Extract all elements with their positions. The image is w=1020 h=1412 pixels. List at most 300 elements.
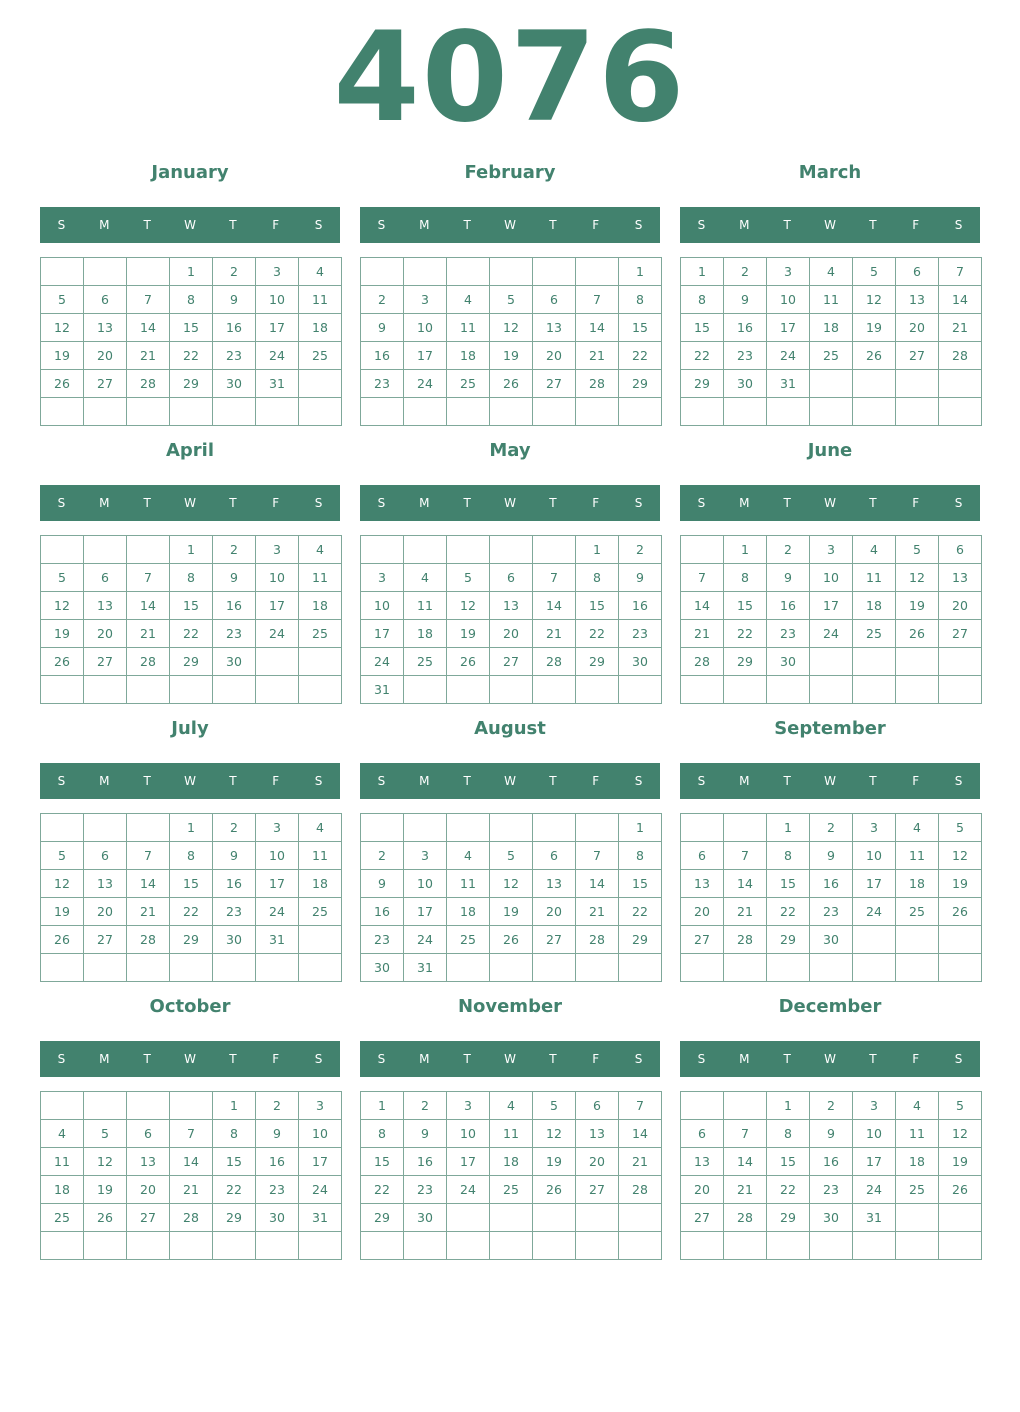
day-cell: 9 bbox=[767, 564, 810, 592]
day-cell: 3 bbox=[256, 814, 299, 842]
day-cell: 9 bbox=[213, 286, 256, 314]
day-cell: 1 bbox=[619, 258, 662, 286]
day-cell: 19 bbox=[490, 898, 533, 926]
day-cell bbox=[896, 370, 939, 398]
day-cell: 7 bbox=[127, 564, 170, 592]
week-row bbox=[361, 870, 662, 898]
weekday-label: S bbox=[57, 218, 66, 232]
day-cell: 22 bbox=[170, 898, 213, 926]
year-title: 4076 bbox=[333, 6, 687, 150]
week-row bbox=[681, 398, 982, 426]
day-cell: 14 bbox=[939, 286, 982, 314]
day-cell: 23 bbox=[213, 620, 256, 648]
day-cell: 1 bbox=[724, 536, 767, 564]
day-cell bbox=[447, 536, 490, 564]
day-cell: 9 bbox=[256, 1120, 299, 1148]
day-cell: 23 bbox=[810, 898, 853, 926]
day-cell: 16 bbox=[213, 314, 256, 342]
day-cell: 24 bbox=[853, 1176, 896, 1204]
day-cell: 16 bbox=[810, 870, 853, 898]
day-cell: 28 bbox=[576, 370, 619, 398]
weekday-label: T bbox=[783, 496, 791, 510]
day-cell: 24 bbox=[404, 926, 447, 954]
day-cell: 18 bbox=[299, 314, 342, 342]
day-cell: 28 bbox=[576, 926, 619, 954]
weekday-label: W bbox=[184, 496, 196, 510]
day-cell: 24 bbox=[299, 1176, 342, 1204]
month-april bbox=[40, 438, 340, 708]
week-row bbox=[361, 676, 662, 704]
day-cell bbox=[447, 1204, 490, 1232]
day-cell: 22 bbox=[576, 620, 619, 648]
weekday-label: S bbox=[377, 1052, 386, 1066]
day-cell: 26 bbox=[853, 342, 896, 370]
day-cell: 9 bbox=[361, 870, 404, 898]
day-cell: 20 bbox=[84, 620, 127, 648]
day-cell: 1 bbox=[213, 1092, 256, 1120]
day-cell: 12 bbox=[490, 314, 533, 342]
day-cell: 29 bbox=[170, 648, 213, 676]
day-grid bbox=[360, 813, 662, 982]
day-cell: 15 bbox=[170, 870, 213, 898]
weekday-label: T bbox=[783, 774, 791, 788]
week-row bbox=[361, 342, 662, 370]
weekday-label: S bbox=[377, 496, 386, 510]
day-cell: 12 bbox=[939, 842, 982, 870]
day-cell: 27 bbox=[490, 648, 533, 676]
day-cell: 23 bbox=[213, 342, 256, 370]
day-cell: 5 bbox=[41, 564, 84, 592]
weekday-label: S bbox=[634, 496, 643, 510]
day-cell: 3 bbox=[767, 258, 810, 286]
week-row bbox=[361, 398, 662, 426]
day-cell: 29 bbox=[619, 926, 662, 954]
day-cell: 29 bbox=[213, 1204, 256, 1232]
day-cell: 6 bbox=[681, 842, 724, 870]
day-cell: 18 bbox=[896, 1148, 939, 1176]
day-cell: 28 bbox=[681, 648, 724, 676]
weekday-label: F bbox=[272, 774, 280, 788]
week-row bbox=[681, 898, 982, 926]
weekday-label: M bbox=[99, 1052, 110, 1066]
day-cell: 6 bbox=[533, 286, 576, 314]
weekday-label: S bbox=[57, 774, 66, 788]
weekday-label: T bbox=[463, 774, 471, 788]
day-cell: 9 bbox=[810, 842, 853, 870]
week-row bbox=[681, 314, 982, 342]
day-cell: 19 bbox=[41, 898, 84, 926]
day-cell: 15 bbox=[767, 1148, 810, 1176]
day-cell: 11 bbox=[299, 564, 342, 592]
day-cell: 20 bbox=[533, 342, 576, 370]
day-cell: 14 bbox=[127, 870, 170, 898]
day-cell: 7 bbox=[127, 842, 170, 870]
day-cell: 21 bbox=[724, 1176, 767, 1204]
day-cell: 26 bbox=[490, 370, 533, 398]
weekday-header bbox=[680, 1041, 980, 1077]
day-cell: 25 bbox=[447, 926, 490, 954]
day-cell bbox=[213, 676, 256, 704]
month-october bbox=[40, 994, 340, 1264]
day-cell bbox=[299, 1232, 342, 1260]
day-cell: 5 bbox=[939, 1092, 982, 1120]
month-august bbox=[360, 716, 660, 986]
day-cell: 16 bbox=[213, 870, 256, 898]
weekday-label: T bbox=[143, 774, 151, 788]
day-cell bbox=[299, 398, 342, 426]
day-cell bbox=[447, 258, 490, 286]
day-cell: 20 bbox=[490, 620, 533, 648]
day-cell bbox=[84, 814, 127, 842]
day-cell: 14 bbox=[127, 314, 170, 342]
day-cell bbox=[619, 398, 662, 426]
week-row bbox=[41, 620, 342, 648]
day-cell: 4 bbox=[490, 1092, 533, 1120]
day-cell: 26 bbox=[896, 620, 939, 648]
weekday-header bbox=[680, 207, 980, 243]
day-cell: 25 bbox=[896, 1176, 939, 1204]
week-row bbox=[361, 1120, 662, 1148]
day-cell bbox=[810, 1232, 853, 1260]
month-title: September bbox=[774, 718, 886, 739]
month-title: June bbox=[807, 440, 853, 461]
day-cell: 25 bbox=[447, 370, 490, 398]
weekday-label: W bbox=[504, 496, 516, 510]
day-cell: 11 bbox=[447, 870, 490, 898]
weekday-header bbox=[360, 1041, 660, 1077]
day-cell bbox=[810, 676, 853, 704]
day-cell: 16 bbox=[810, 1148, 853, 1176]
day-cell: 22 bbox=[767, 898, 810, 926]
day-cell: 3 bbox=[810, 536, 853, 564]
day-cell bbox=[724, 814, 767, 842]
day-cell: 17 bbox=[810, 592, 853, 620]
weekday-label: T bbox=[869, 1052, 877, 1066]
day-cell bbox=[533, 814, 576, 842]
day-cell: 2 bbox=[619, 536, 662, 564]
day-cell: 11 bbox=[447, 314, 490, 342]
week-row bbox=[41, 258, 342, 286]
weekday-label: T bbox=[229, 774, 237, 788]
day-cell bbox=[127, 814, 170, 842]
day-cell: 12 bbox=[41, 314, 84, 342]
day-cell bbox=[170, 1232, 213, 1260]
week-row bbox=[361, 592, 662, 620]
day-cell: 22 bbox=[724, 620, 767, 648]
day-cell bbox=[447, 676, 490, 704]
day-cell bbox=[490, 398, 533, 426]
day-cell: 8 bbox=[724, 564, 767, 592]
day-cell bbox=[619, 954, 662, 982]
weekday-label: T bbox=[229, 218, 237, 232]
day-cell: 27 bbox=[939, 620, 982, 648]
day-cell: 9 bbox=[213, 564, 256, 592]
day-cell: 24 bbox=[256, 342, 299, 370]
day-cell bbox=[853, 648, 896, 676]
day-cell bbox=[896, 1204, 939, 1232]
week-row bbox=[681, 870, 982, 898]
day-cell: 9 bbox=[213, 842, 256, 870]
day-cell bbox=[939, 1232, 982, 1260]
day-cell: 14 bbox=[576, 870, 619, 898]
day-cell: 6 bbox=[896, 258, 939, 286]
day-cell: 13 bbox=[896, 286, 939, 314]
day-cell: 16 bbox=[404, 1148, 447, 1176]
day-cell bbox=[853, 926, 896, 954]
day-cell: 10 bbox=[256, 564, 299, 592]
day-cell: 3 bbox=[853, 1092, 896, 1120]
day-cell: 16 bbox=[724, 314, 767, 342]
day-cell: 7 bbox=[576, 286, 619, 314]
day-cell: 13 bbox=[939, 564, 982, 592]
day-cell bbox=[404, 398, 447, 426]
week-row bbox=[361, 954, 662, 982]
day-cell: 20 bbox=[681, 898, 724, 926]
day-cell bbox=[810, 398, 853, 426]
day-cell: 9 bbox=[404, 1120, 447, 1148]
week-row bbox=[681, 1148, 982, 1176]
day-cell: 21 bbox=[576, 342, 619, 370]
day-cell bbox=[41, 258, 84, 286]
day-cell: 4 bbox=[447, 842, 490, 870]
day-cell: 30 bbox=[810, 1204, 853, 1232]
day-cell: 10 bbox=[853, 1120, 896, 1148]
day-cell: 10 bbox=[447, 1120, 490, 1148]
day-cell: 17 bbox=[404, 898, 447, 926]
month-title: July bbox=[171, 718, 209, 739]
day-cell bbox=[127, 536, 170, 564]
day-cell: 3 bbox=[256, 258, 299, 286]
week-row bbox=[361, 1232, 662, 1260]
week-row bbox=[41, 564, 342, 592]
day-cell: 11 bbox=[41, 1148, 84, 1176]
day-cell: 17 bbox=[767, 314, 810, 342]
week-row bbox=[41, 342, 342, 370]
day-cell bbox=[681, 398, 724, 426]
day-cell: 7 bbox=[724, 842, 767, 870]
weekday-label: S bbox=[954, 496, 963, 510]
day-cell: 9 bbox=[810, 1120, 853, 1148]
weekday-label: T bbox=[143, 1052, 151, 1066]
week-row bbox=[681, 1176, 982, 1204]
day-cell: 7 bbox=[619, 1092, 662, 1120]
day-cell bbox=[853, 1232, 896, 1260]
day-cell: 26 bbox=[939, 1176, 982, 1204]
weekday-label: S bbox=[697, 218, 706, 232]
weekday-label: F bbox=[272, 496, 280, 510]
day-cell bbox=[256, 648, 299, 676]
day-cell bbox=[724, 676, 767, 704]
week-row bbox=[681, 1232, 982, 1260]
day-cell: 17 bbox=[361, 620, 404, 648]
day-cell: 10 bbox=[256, 842, 299, 870]
week-row bbox=[681, 1092, 982, 1120]
day-cell: 23 bbox=[256, 1176, 299, 1204]
day-cell: 25 bbox=[810, 342, 853, 370]
day-cell: 31 bbox=[361, 676, 404, 704]
day-cell: 4 bbox=[404, 564, 447, 592]
day-cell: 1 bbox=[170, 258, 213, 286]
day-cell: 21 bbox=[724, 898, 767, 926]
weekday-label: T bbox=[549, 774, 557, 788]
day-cell: 2 bbox=[361, 842, 404, 870]
day-cell: 10 bbox=[853, 842, 896, 870]
day-cell: 5 bbox=[447, 564, 490, 592]
week-row bbox=[41, 286, 342, 314]
day-cell: 1 bbox=[576, 536, 619, 564]
day-cell: 12 bbox=[896, 564, 939, 592]
day-cell: 16 bbox=[213, 592, 256, 620]
month-november bbox=[360, 994, 660, 1264]
day-cell bbox=[533, 1204, 576, 1232]
day-cell: 18 bbox=[490, 1148, 533, 1176]
day-cell: 28 bbox=[127, 926, 170, 954]
day-cell: 4 bbox=[299, 536, 342, 564]
day-cell: 25 bbox=[853, 620, 896, 648]
day-cell: 12 bbox=[853, 286, 896, 314]
weekday-label: S bbox=[314, 218, 323, 232]
day-cell bbox=[810, 370, 853, 398]
month-february bbox=[360, 160, 660, 430]
day-cell: 20 bbox=[681, 1176, 724, 1204]
day-cell: 8 bbox=[213, 1120, 256, 1148]
day-cell: 6 bbox=[84, 842, 127, 870]
day-cell: 18 bbox=[404, 620, 447, 648]
day-cell: 7 bbox=[576, 842, 619, 870]
day-cell: 24 bbox=[256, 898, 299, 926]
day-cell: 7 bbox=[170, 1120, 213, 1148]
day-cell: 8 bbox=[681, 286, 724, 314]
weekday-label: W bbox=[824, 774, 836, 788]
weekday-label: W bbox=[824, 1052, 836, 1066]
day-cell: 24 bbox=[447, 1176, 490, 1204]
day-cell: 5 bbox=[533, 1092, 576, 1120]
day-cell bbox=[724, 1232, 767, 1260]
week-row bbox=[41, 676, 342, 704]
day-cell: 13 bbox=[681, 1148, 724, 1176]
month-march bbox=[680, 160, 980, 430]
day-cell: 17 bbox=[256, 870, 299, 898]
weekday-header bbox=[360, 763, 660, 799]
day-cell: 21 bbox=[127, 620, 170, 648]
day-cell: 13 bbox=[533, 870, 576, 898]
day-cell: 22 bbox=[681, 342, 724, 370]
day-cell: 17 bbox=[404, 342, 447, 370]
day-cell: 4 bbox=[299, 814, 342, 842]
day-cell: 16 bbox=[256, 1148, 299, 1176]
day-cell: 29 bbox=[170, 926, 213, 954]
day-cell: 15 bbox=[213, 1148, 256, 1176]
week-row bbox=[41, 398, 342, 426]
day-cell bbox=[127, 954, 170, 982]
month-july bbox=[40, 716, 340, 986]
weekday-header bbox=[360, 207, 660, 243]
day-cell: 29 bbox=[767, 1204, 810, 1232]
day-cell: 4 bbox=[447, 286, 490, 314]
week-row bbox=[681, 676, 982, 704]
weekday-label: S bbox=[954, 1052, 963, 1066]
day-cell: 19 bbox=[939, 870, 982, 898]
day-cell: 10 bbox=[256, 286, 299, 314]
week-row bbox=[361, 1176, 662, 1204]
weekday-label: M bbox=[739, 774, 750, 788]
day-cell: 22 bbox=[767, 1176, 810, 1204]
day-cell bbox=[404, 1232, 447, 1260]
week-row bbox=[361, 286, 662, 314]
day-cell: 29 bbox=[724, 648, 767, 676]
day-cell: 9 bbox=[619, 564, 662, 592]
day-cell: 21 bbox=[127, 898, 170, 926]
day-cell: 7 bbox=[939, 258, 982, 286]
day-cell bbox=[256, 1232, 299, 1260]
day-cell bbox=[767, 676, 810, 704]
day-cell: 10 bbox=[404, 314, 447, 342]
weekday-label: T bbox=[549, 496, 557, 510]
day-cell bbox=[681, 1092, 724, 1120]
day-cell: 6 bbox=[576, 1092, 619, 1120]
weekday-header bbox=[360, 485, 660, 521]
day-grid bbox=[680, 535, 982, 704]
month-title: December bbox=[778, 996, 882, 1017]
day-cell bbox=[447, 1232, 490, 1260]
day-cell: 27 bbox=[84, 926, 127, 954]
day-cell: 8 bbox=[619, 842, 662, 870]
day-cell: 24 bbox=[256, 620, 299, 648]
day-cell: 8 bbox=[619, 286, 662, 314]
day-cell: 20 bbox=[896, 314, 939, 342]
day-cell: 25 bbox=[896, 898, 939, 926]
day-cell: 18 bbox=[447, 898, 490, 926]
day-cell bbox=[767, 954, 810, 982]
day-cell: 18 bbox=[41, 1176, 84, 1204]
day-cell bbox=[84, 258, 127, 286]
day-cell: 15 bbox=[170, 592, 213, 620]
day-cell: 18 bbox=[896, 870, 939, 898]
day-cell: 28 bbox=[127, 648, 170, 676]
day-cell bbox=[939, 398, 982, 426]
day-cell bbox=[896, 926, 939, 954]
day-cell: 12 bbox=[41, 592, 84, 620]
day-cell: 29 bbox=[681, 370, 724, 398]
weekday-label: T bbox=[549, 1052, 557, 1066]
day-cell bbox=[299, 370, 342, 398]
weekday-label: T bbox=[783, 1052, 791, 1066]
day-cell: 29 bbox=[170, 370, 213, 398]
weekday-label: S bbox=[314, 496, 323, 510]
day-cell: 19 bbox=[853, 314, 896, 342]
week-row bbox=[361, 1092, 662, 1120]
day-cell: 30 bbox=[767, 648, 810, 676]
day-cell: 7 bbox=[533, 564, 576, 592]
week-row bbox=[41, 954, 342, 982]
day-cell bbox=[299, 926, 342, 954]
week-row bbox=[41, 592, 342, 620]
weekday-header bbox=[40, 207, 340, 243]
day-cell: 8 bbox=[767, 842, 810, 870]
day-cell bbox=[619, 676, 662, 704]
day-grid bbox=[40, 257, 342, 426]
day-cell: 16 bbox=[361, 342, 404, 370]
day-cell: 16 bbox=[361, 898, 404, 926]
day-cell bbox=[170, 1092, 213, 1120]
day-cell: 8 bbox=[170, 564, 213, 592]
day-cell bbox=[41, 536, 84, 564]
day-cell: 31 bbox=[853, 1204, 896, 1232]
weekday-label: T bbox=[229, 496, 237, 510]
day-cell: 2 bbox=[213, 814, 256, 842]
month-title: February bbox=[464, 162, 556, 183]
day-cell: 25 bbox=[299, 620, 342, 648]
